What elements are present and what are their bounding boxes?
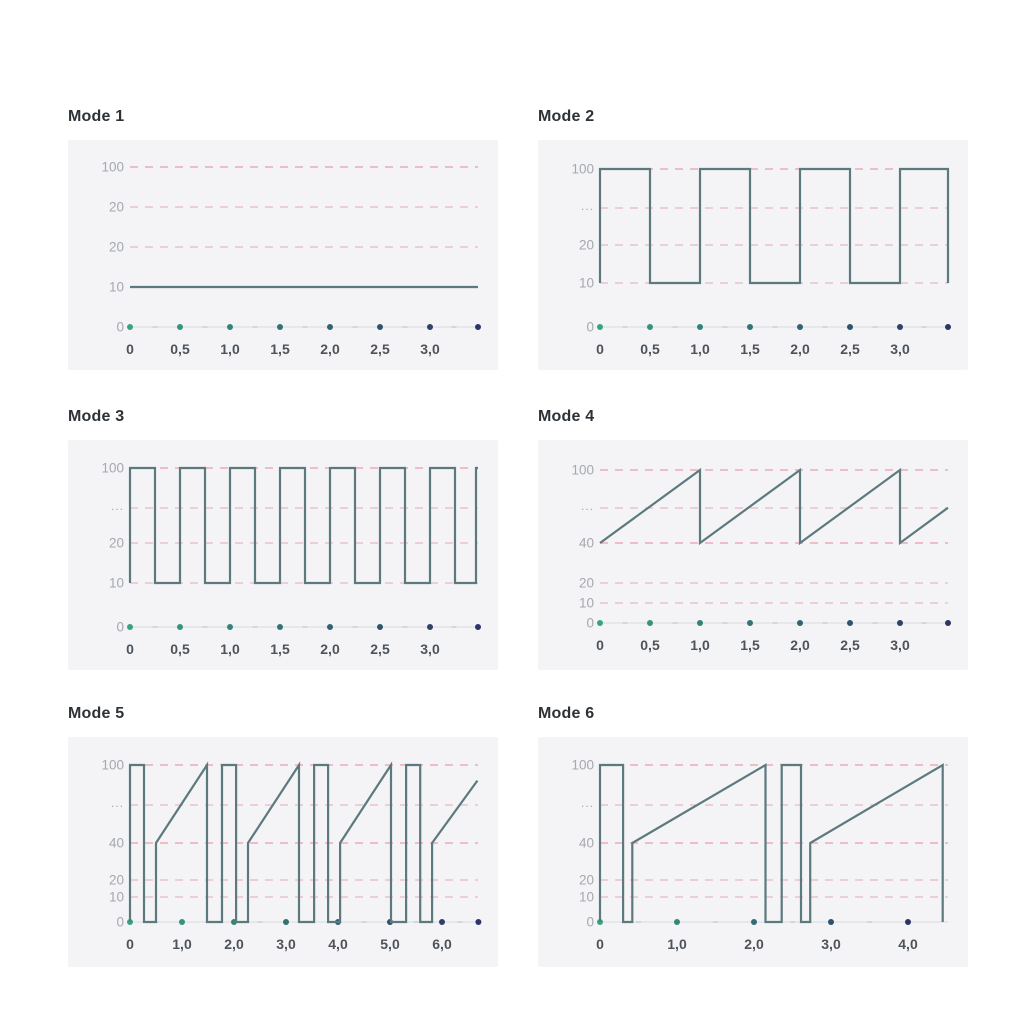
x-tick-label: 2,5 — [370, 641, 390, 657]
axis-dot — [327, 324, 333, 330]
x-tick-label: 2,0 — [744, 936, 764, 952]
chart-card — [68, 408, 498, 674]
chart-panel-background — [68, 140, 498, 370]
x-tick-label: 1,0 — [667, 936, 687, 952]
x-tick-label: 1,5 — [740, 637, 760, 653]
chart-plot — [538, 440, 968, 670]
axis-dot — [847, 620, 853, 626]
x-tick-label: 3,0 — [890, 341, 910, 357]
axis-dot — [427, 624, 433, 630]
chart-title: Mode 1 — [68, 108, 125, 125]
y-tick-label: 10 — [108, 575, 124, 591]
x-tick-label: 2,5 — [840, 637, 860, 653]
x-tick-label: 1,5 — [270, 641, 290, 657]
x-tick-label: 1,0 — [220, 341, 240, 357]
y-tick-label: 20 — [108, 535, 124, 551]
x-tick-label: 0 — [596, 637, 604, 653]
x-tick-label: 1,5 — [270, 341, 290, 357]
axis-dot — [277, 324, 283, 330]
axis-dot — [747, 620, 753, 626]
x-tick-label: 0 — [126, 641, 134, 657]
y-tick-label: ... — [580, 499, 594, 513]
y-tick-label: 10 — [578, 889, 594, 905]
x-tick-label: 6,0 — [432, 936, 452, 952]
chart-card — [68, 705, 498, 971]
x-tick-label: 0 — [126, 936, 134, 952]
chart-card — [538, 705, 968, 971]
x-tick-label: 2,0 — [224, 936, 244, 952]
axis-dot — [475, 624, 481, 630]
axis-dot — [439, 919, 445, 925]
x-tick-label: 0 — [596, 936, 604, 952]
y-tick-label: 10 — [108, 889, 124, 905]
y-tick-label: 100 — [101, 159, 124, 175]
chart-plot — [538, 140, 968, 370]
x-tick-label: 2,5 — [840, 341, 860, 357]
chart-panel-background — [538, 440, 968, 670]
y-tick-label: 100 — [101, 757, 124, 773]
chart-plot — [68, 737, 498, 967]
y-tick-label: ... — [580, 796, 594, 810]
x-tick-label: 1,5 — [740, 341, 760, 357]
x-tick-label: 3,0 — [420, 341, 440, 357]
y-tick-label: 100 — [571, 462, 594, 478]
axis-dot — [597, 620, 603, 626]
axis-dot — [377, 324, 383, 330]
chart-card — [538, 408, 968, 674]
axis-dot — [751, 919, 757, 925]
x-tick-label: 3,0 — [821, 936, 841, 952]
axis-dot — [597, 324, 603, 330]
x-tick-label: 1,0 — [172, 936, 192, 952]
axis-dot — [905, 919, 911, 925]
chart-panel-background — [68, 737, 498, 967]
x-tick-label: 0 — [596, 341, 604, 357]
y-tick-label: 40 — [578, 835, 594, 851]
axis-dot — [475, 324, 481, 330]
axis-dot — [647, 620, 653, 626]
y-tick-label: 0 — [116, 914, 124, 930]
axis-dot — [227, 324, 233, 330]
y-tick-label: ... — [110, 796, 124, 810]
axis-dot — [674, 919, 680, 925]
axis-dot — [945, 620, 951, 626]
x-tick-label: 1,0 — [690, 637, 710, 653]
x-tick-label: 5,0 — [380, 936, 400, 952]
axis-dot — [847, 324, 853, 330]
y-tick-label: 20 — [578, 575, 594, 591]
y-tick-label: 20 — [578, 237, 594, 253]
axis-dot — [475, 919, 481, 925]
x-tick-label: 0 — [126, 341, 134, 357]
chart-title: Mode 3 — [68, 408, 125, 425]
axis-dot — [897, 620, 903, 626]
x-tick-label: 1,0 — [690, 341, 710, 357]
axis-dot — [747, 324, 753, 330]
x-tick-label: 2,0 — [320, 341, 340, 357]
axis-dot — [897, 324, 903, 330]
x-tick-label: 3,0 — [890, 637, 910, 653]
x-tick-label: 1,0 — [220, 641, 240, 657]
x-tick-label: 2,0 — [790, 637, 810, 653]
x-tick-label: 2,5 — [370, 341, 390, 357]
chart-card — [68, 108, 498, 374]
y-tick-label: 10 — [108, 279, 124, 295]
axis-dot — [227, 624, 233, 630]
axis-dot — [797, 620, 803, 626]
y-tick-label: 40 — [108, 835, 124, 851]
y-tick-label: 10 — [578, 595, 594, 611]
y-tick-label: 10 — [578, 275, 594, 291]
axis-dot — [127, 324, 133, 330]
axis-dot — [697, 620, 703, 626]
x-tick-label: 3,0 — [276, 936, 296, 952]
chart-title: Mode 2 — [538, 108, 595, 125]
x-tick-label: 4,0 — [328, 936, 348, 952]
chart-plot — [538, 737, 968, 967]
y-tick-label: 0 — [116, 619, 124, 635]
y-tick-label: 20 — [108, 199, 124, 215]
axis-dot — [797, 324, 803, 330]
axis-dot — [179, 919, 185, 925]
axis-dot — [828, 919, 834, 925]
axis-dot — [277, 624, 283, 630]
y-tick-label: 100 — [101, 460, 124, 476]
y-tick-label: 40 — [578, 535, 594, 551]
y-tick-label: 20 — [578, 872, 594, 888]
y-tick-label: ... — [580, 199, 594, 213]
y-tick-label: 0 — [586, 319, 594, 335]
axis-dot — [697, 324, 703, 330]
x-tick-label: 0,5 — [640, 341, 660, 357]
chart-plot — [68, 140, 498, 370]
axis-dot — [177, 624, 183, 630]
axis-dot — [647, 324, 653, 330]
chart-title: Mode 5 — [68, 705, 125, 722]
x-tick-label: 4,0 — [898, 936, 918, 952]
axis-dot — [427, 324, 433, 330]
x-tick-label: 3,0 — [420, 641, 440, 657]
x-tick-label: 0,5 — [170, 641, 190, 657]
axis-dot — [177, 324, 183, 330]
y-tick-label: 100 — [571, 161, 594, 177]
y-tick-label: 0 — [586, 615, 594, 631]
chart-panel-background — [68, 440, 498, 670]
y-tick-label: ... — [110, 499, 124, 513]
x-tick-label: 0,5 — [640, 637, 660, 653]
y-tick-label: 100 — [571, 757, 594, 773]
axis-dot — [377, 624, 383, 630]
chart-panel-background — [538, 140, 968, 370]
chart-card — [538, 108, 968, 374]
x-tick-label: 2,0 — [790, 341, 810, 357]
axis-dot — [945, 324, 951, 330]
y-tick-label: 20 — [108, 239, 124, 255]
chart-plot — [68, 440, 498, 670]
x-tick-label: 0,5 — [170, 341, 190, 357]
chart-title: Mode 4 — [538, 408, 595, 425]
axis-dot — [327, 624, 333, 630]
x-tick-label: 2,0 — [320, 641, 340, 657]
axis-dot — [283, 919, 289, 925]
chart-title: Mode 6 — [538, 705, 595, 722]
y-tick-label: 0 — [116, 319, 124, 335]
y-tick-label: 20 — [108, 872, 124, 888]
y-tick-label: 0 — [586, 914, 594, 930]
axis-dot — [127, 624, 133, 630]
